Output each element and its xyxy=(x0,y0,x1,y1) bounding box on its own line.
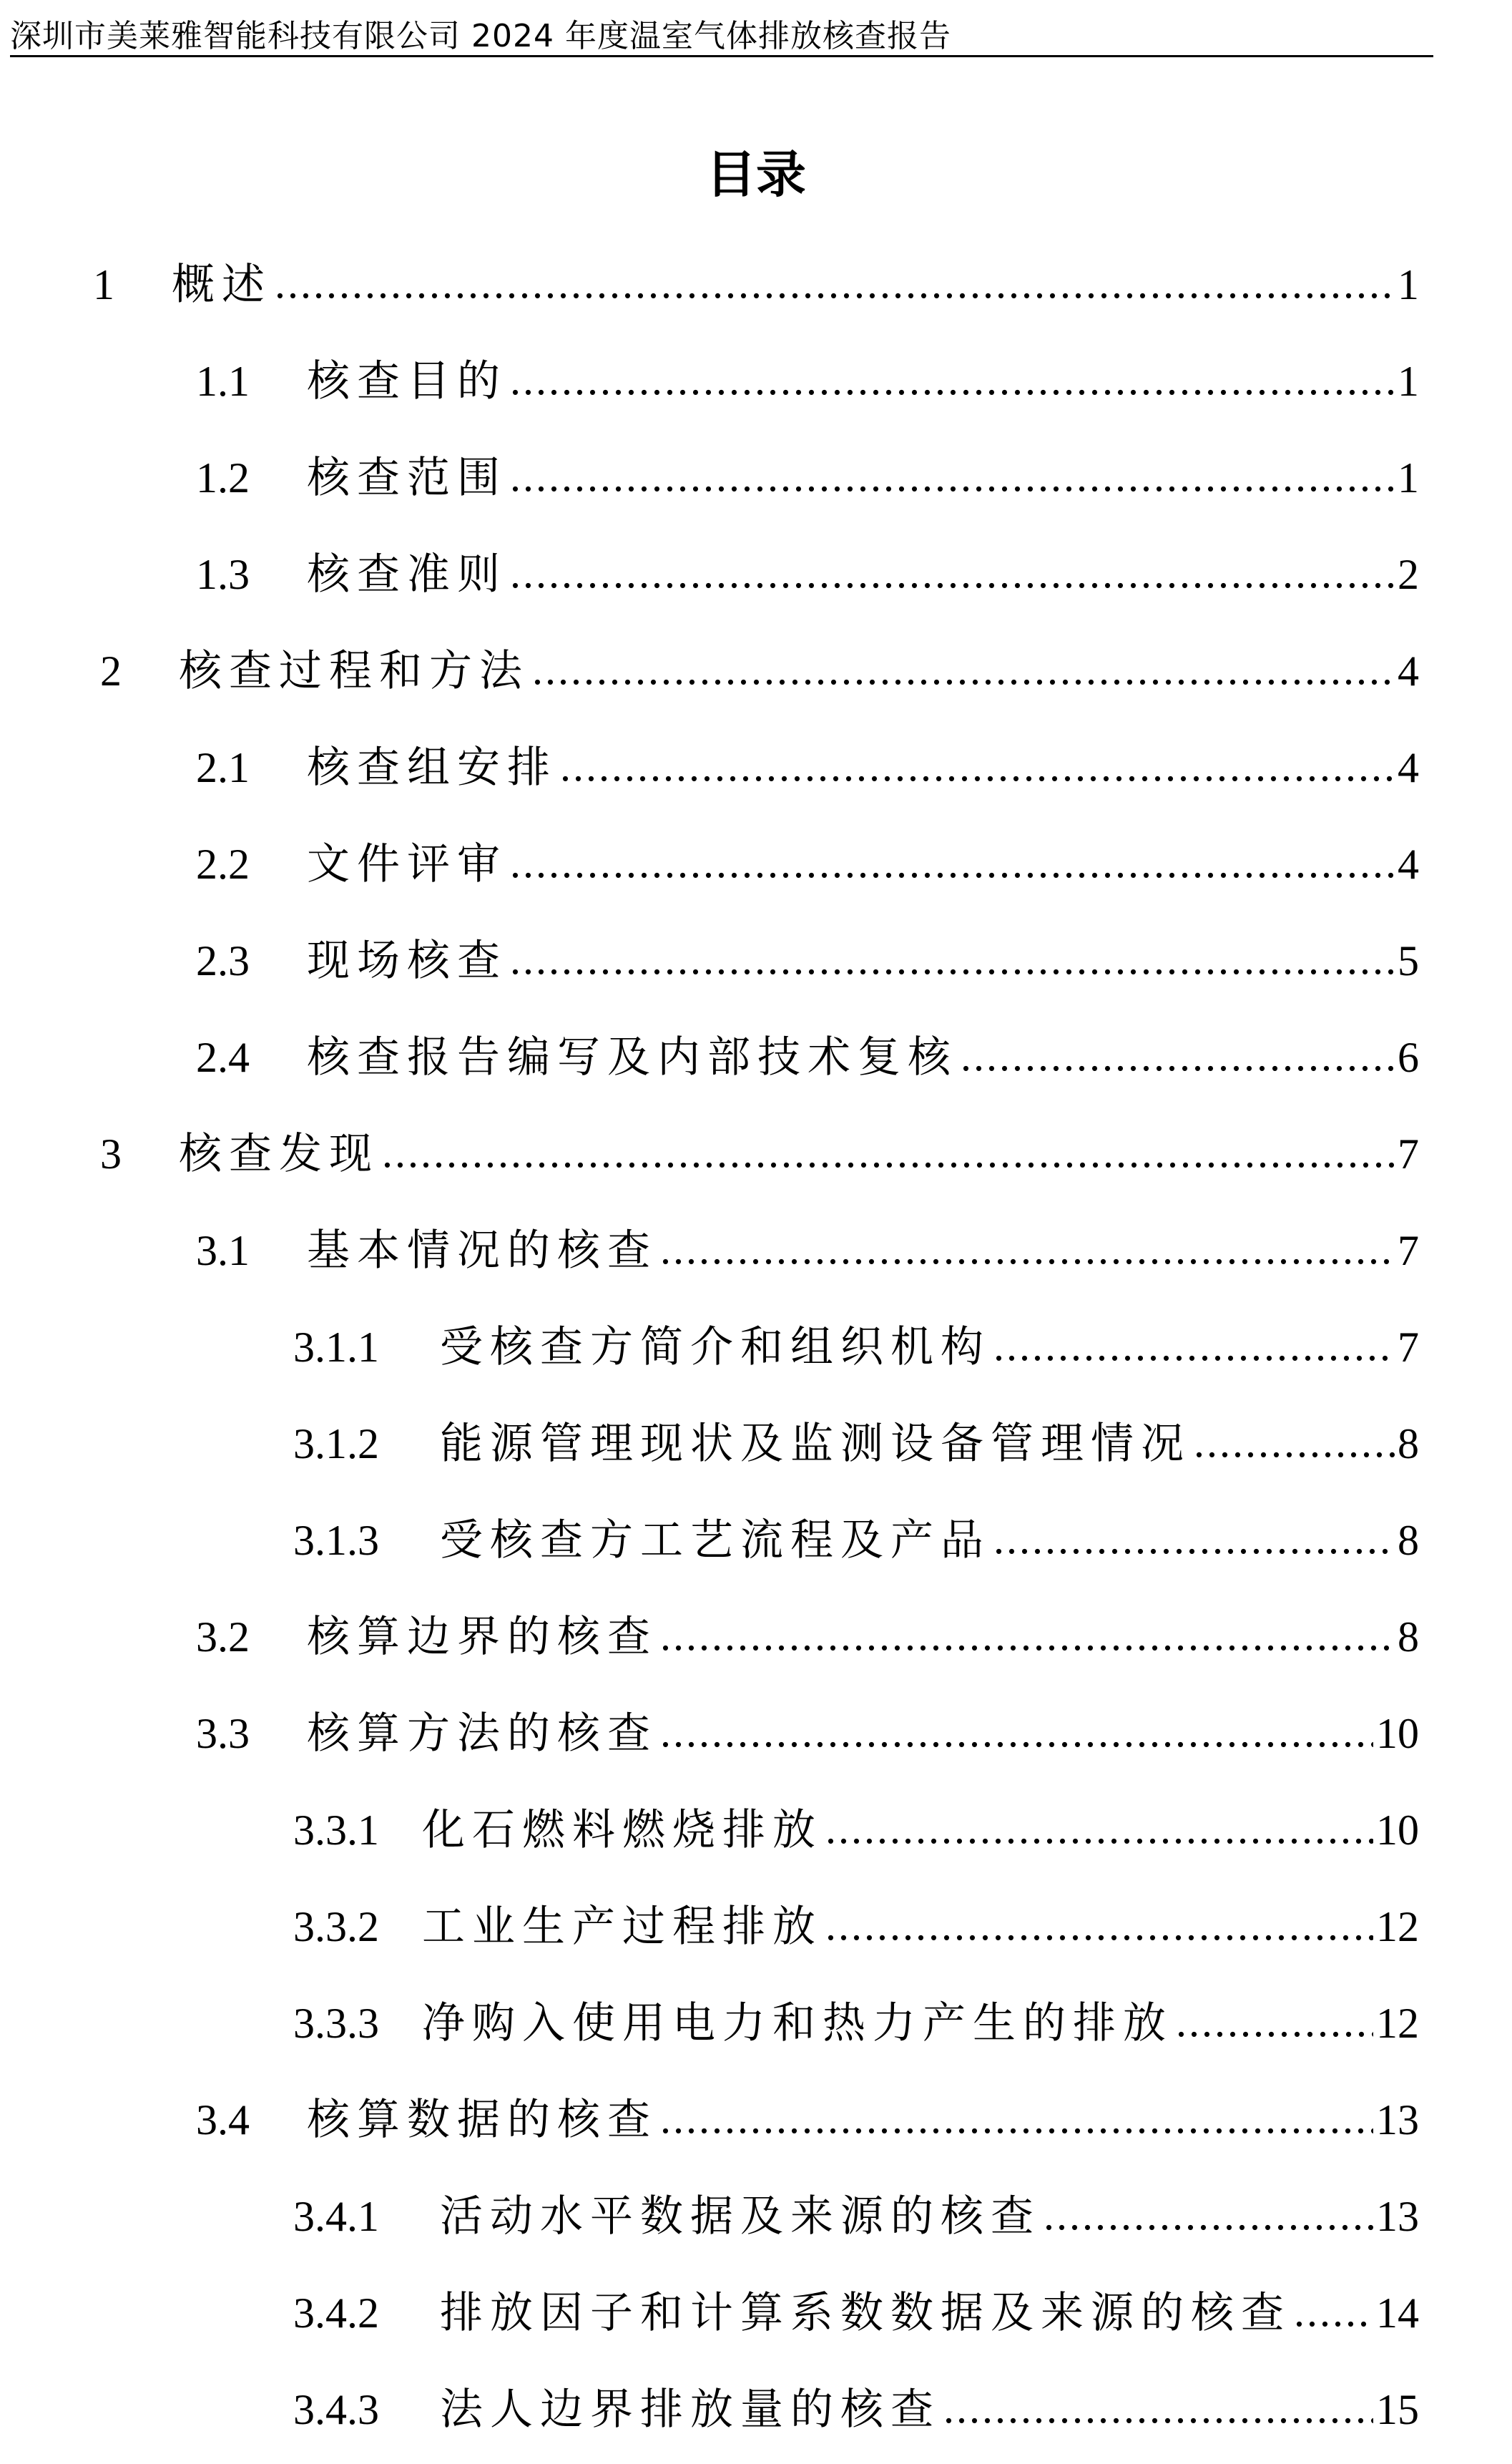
toc-entry-page: 1 xyxy=(1398,454,1419,502)
toc-entry-number: 3.1.3 xyxy=(293,1517,379,1564)
toc-leader-dots xyxy=(510,927,1395,992)
toc-entry-page: 4 xyxy=(1398,841,1419,888)
toc-leader-dots xyxy=(961,1024,1395,1088)
toc-entry-label: 净购入使用电力和热力产生的排放 xyxy=(422,1998,1173,2048)
toc-leader-dots xyxy=(560,734,1395,798)
toc-entry-number: 1.1 xyxy=(196,358,250,405)
toc-entry-number: 3.1 xyxy=(196,1227,250,1274)
toc-leader-dots xyxy=(510,831,1395,895)
toc-entry-label: 文件评审 xyxy=(307,839,507,889)
toc-entry-number: 2 xyxy=(100,647,122,695)
toc-entry-label: 核查报告编写及内部技术复核 xyxy=(307,1032,958,1082)
toc-entry-label: 核查组安排 xyxy=(307,743,557,793)
toc-leader-dots xyxy=(660,1700,1373,1764)
toc-entry[interactable] xyxy=(293,1991,1419,2055)
toc-entry-page: 7 xyxy=(1398,1227,1419,1274)
toc-entry[interactable] xyxy=(196,349,1419,414)
toc-entry[interactable] xyxy=(293,2184,1419,2249)
toc-entry[interactable] xyxy=(293,1412,1419,1476)
toc-entry-number: 2.2 xyxy=(196,841,250,888)
toc-entry[interactable] xyxy=(196,1218,1419,1283)
toc-entry-page: 2 xyxy=(1398,551,1419,598)
toc-entry-page: 4 xyxy=(1398,744,1419,791)
toc-entry[interactable] xyxy=(196,735,1419,800)
toc-entry-label: 核查范围 xyxy=(307,453,507,503)
toc-entry-label: 受核查方简介和组织机构 xyxy=(440,1322,991,1372)
toc-entry-number: 3 xyxy=(100,1130,122,1178)
toc-entry-page: 15 xyxy=(1376,2386,1419,2433)
toc-entry-number: 2.3 xyxy=(196,937,250,984)
toc-leader-dots xyxy=(1194,1410,1395,1475)
toc-entry[interactable] xyxy=(100,639,1419,703)
toc-leader-dots xyxy=(1294,2279,1373,2344)
toc-entry[interactable] xyxy=(196,929,1419,993)
toc-entry-label: 基本情况的核查 xyxy=(307,1226,657,1276)
toc-entry-number: 1.2 xyxy=(196,454,250,502)
toc-entry-page: 10 xyxy=(1376,1807,1419,1854)
toc-entry-page: 1 xyxy=(1398,261,1419,308)
toc-entry-page: 10 xyxy=(1376,1710,1419,1757)
toc-entry[interactable] xyxy=(196,1605,1419,1669)
toc-entry[interactable] xyxy=(100,1122,1419,1186)
toc-leader-dots xyxy=(993,1507,1395,1571)
toc-entry[interactable] xyxy=(293,1315,1419,1379)
toc-entry[interactable] xyxy=(293,1508,1419,1573)
toc-entry-page: 8 xyxy=(1398,1613,1419,1661)
toc-leader-dots xyxy=(1044,2183,1373,2247)
toc-entry-page: 1 xyxy=(1398,358,1419,405)
toc-entry[interactable] xyxy=(196,2088,1419,2152)
toc-leader-dots xyxy=(1176,1990,1373,2054)
toc-entry-label: 受核查方工艺流程及产品 xyxy=(440,1515,991,1565)
header-title: 深圳市美莱雅智能科技有限公司 2024 年度温室气体排放核查报告 xyxy=(10,18,951,54)
toc-entry-page: 12 xyxy=(1376,1903,1419,1950)
toc-entry-label: 核查目的 xyxy=(307,356,507,406)
toc-entry-page: 13 xyxy=(1376,2096,1419,2143)
toc-entry-page: 14 xyxy=(1376,2289,1419,2337)
toc-entry-page: 8 xyxy=(1398,1420,1419,1467)
toc-entry-number: 3.4.3 xyxy=(293,2386,379,2433)
toc-entry-label: 核算方法的核查 xyxy=(307,1708,657,1759)
toc-entry-number: 1 xyxy=(93,261,114,308)
toc-title: 目录 xyxy=(706,145,806,204)
toc-leader-dots xyxy=(510,348,1395,412)
toc-leader-dots xyxy=(660,1603,1395,1668)
toc-leader-dots xyxy=(275,251,1395,316)
toc-entry-label: 活动水平数据及来源的核查 xyxy=(440,2191,1041,2241)
toc-entry-page: 7 xyxy=(1398,1130,1419,1178)
toc-entry-number: 3.3.2 xyxy=(293,1903,379,1950)
toc-entry-label: 化石燃料燃烧排放 xyxy=(422,1805,823,1855)
toc-entry-label: 概述 xyxy=(172,260,272,310)
toc-leader-dots xyxy=(510,541,1395,605)
toc-entry-label: 核查准则 xyxy=(307,549,507,600)
toc-entry-number: 3.3.3 xyxy=(293,2000,379,2047)
toc-entry-page: 6 xyxy=(1398,1034,1419,1081)
toc-entry-label: 能源管理现状及监测设备管理情况 xyxy=(440,1419,1191,1469)
toc-entry-page: 13 xyxy=(1376,2193,1419,2240)
toc-entry-label: 核查过程和方法 xyxy=(179,646,529,696)
toc-entry-number: 3.3 xyxy=(196,1710,250,1757)
toc-entry[interactable] xyxy=(293,2377,1419,2442)
toc-entry-number: 3.1.2 xyxy=(293,1420,379,1467)
toc-entry-label: 核查发现 xyxy=(179,1129,379,1179)
toc-entry-number: 3.4.1 xyxy=(293,2193,379,2240)
toc-leader-dots xyxy=(382,1120,1395,1185)
toc-entry-label: 法人边界排放量的核查 xyxy=(440,2385,941,2435)
toc-entry[interactable] xyxy=(293,1798,1419,1862)
toc-leader-dots xyxy=(993,1314,1395,1378)
toc-entry[interactable] xyxy=(196,1701,1419,1766)
toc-entry-page: 4 xyxy=(1398,647,1419,695)
toc-entry-number: 3.2 xyxy=(196,1613,250,1661)
toc-entry-number: 3.3.1 xyxy=(293,1807,379,1854)
toc-entry-number: 1.3 xyxy=(196,551,250,598)
toc-leader-dots xyxy=(825,1796,1373,1861)
toc-entry-page: 7 xyxy=(1398,1324,1419,1371)
toc-entry-page: 8 xyxy=(1398,1517,1419,1564)
toc-entry-label: 工业生产过程排放 xyxy=(422,1902,823,1952)
toc-entry-label: 核算数据的核查 xyxy=(307,2095,657,2145)
toc-leader-dots xyxy=(660,1217,1395,1281)
toc-entry[interactable] xyxy=(293,1895,1419,1959)
toc-entry[interactable] xyxy=(93,253,1419,317)
toc-entry-label: 排放因子和计算系数数据及来源的核查 xyxy=(440,2288,1291,2338)
toc-entry[interactable] xyxy=(196,832,1419,896)
toc-entry[interactable] xyxy=(293,2281,1419,2345)
toc-entry-page: 12 xyxy=(1376,2000,1419,2047)
toc-entry-number: 2.4 xyxy=(196,1034,250,1081)
toc-entry-number: 3.4.2 xyxy=(293,2289,379,2337)
toc-entry[interactable] xyxy=(196,446,1419,510)
toc-entry[interactable] xyxy=(196,542,1419,607)
toc-entry-label: 现场核查 xyxy=(307,936,507,986)
toc-entry-page: 5 xyxy=(1398,937,1419,984)
toc-entry-number: 3.1.1 xyxy=(293,1324,379,1371)
toc-entry-number: 2.1 xyxy=(196,744,250,791)
toc-leader-dots xyxy=(825,1893,1373,1957)
toc-entry-label: 核算边界的核查 xyxy=(307,1612,657,1662)
toc-leader-dots xyxy=(532,637,1395,702)
toc-leader-dots xyxy=(943,2376,1373,2440)
toc-leader-dots xyxy=(660,2086,1373,2151)
toc-entry-number: 3.4 xyxy=(196,2096,250,2143)
toc-leader-dots xyxy=(510,444,1395,509)
toc-entry[interactable] xyxy=(196,1025,1419,1090)
